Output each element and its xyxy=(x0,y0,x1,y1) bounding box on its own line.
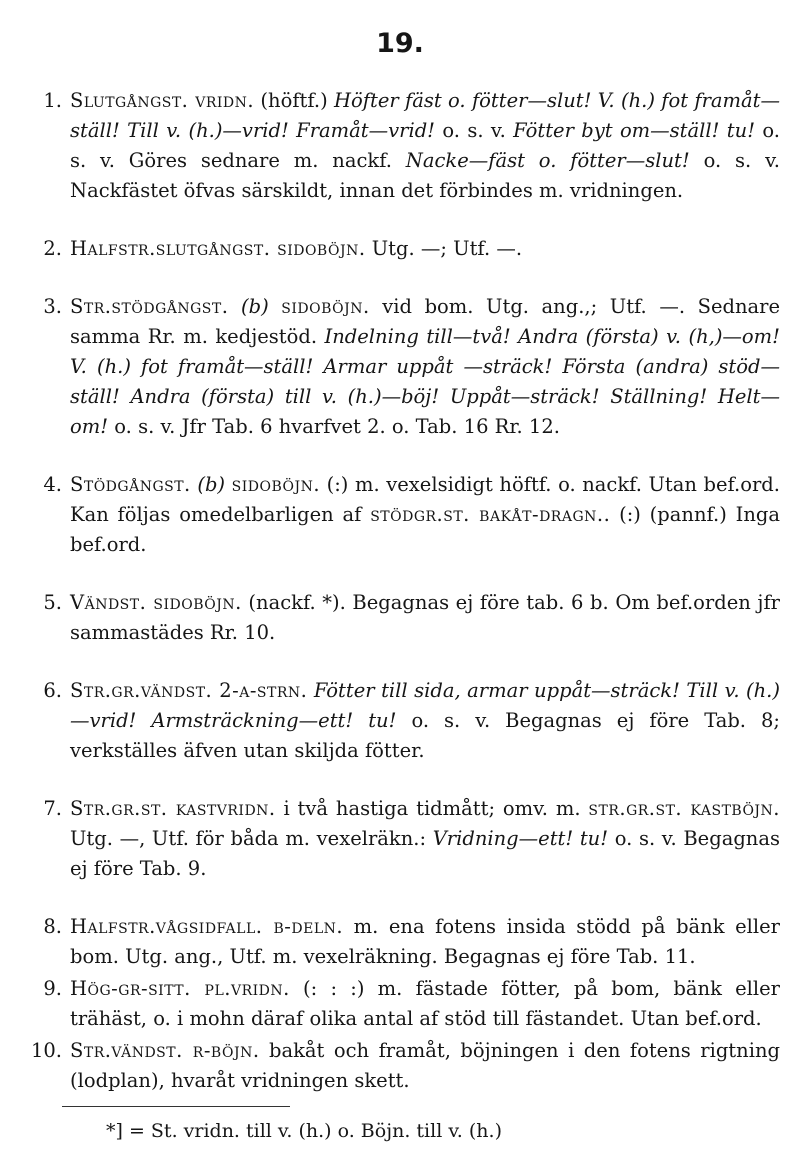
exercise-name: sidoböjn. xyxy=(231,473,321,496)
command-text: Nacke—fäst o. fötter—slut! xyxy=(405,149,690,172)
entry-number: 3. xyxy=(43,295,62,318)
entry-segment: Utg. —; Utf. —. xyxy=(365,237,523,260)
command-text: Vridning—ett! tu! xyxy=(432,827,609,850)
entry-6 xyxy=(28,676,780,766)
entry-text xyxy=(70,234,780,264)
exercise-name: Halfstr.slutgångst. sidoböjn. xyxy=(70,237,366,260)
entry-segment: i två hastiga tidmått; omv. m. xyxy=(275,797,589,820)
exercise-name: stödgr.st. bakåt-dragn.. xyxy=(370,503,611,526)
entry-text xyxy=(70,676,780,766)
entry-segment xyxy=(225,473,232,496)
exercise-name: Str.vändst. r-böjn. xyxy=(70,1039,260,1062)
entry-segment: o. s. v. Göres sednare m. nackf. xyxy=(70,119,780,172)
entry-segment xyxy=(269,295,282,318)
entry-text xyxy=(70,912,780,972)
exercise-name: Str.stödgångst. xyxy=(70,295,229,318)
exercise-name: str.gr.st. kastböjn. xyxy=(588,797,780,820)
entry-segment: vid bom. Utg. ang.,; Utf. —. Sednare samma Rr. m. kedjestöd. xyxy=(70,295,781,348)
exercise-name: Stödgångst. xyxy=(70,473,191,496)
entry-segment: o. s. v. xyxy=(435,119,514,142)
exercise-name: Slutgångst. vridn. xyxy=(70,89,255,112)
entry-number: 1. xyxy=(43,89,62,112)
entry-number: 9. xyxy=(43,977,62,1000)
footnote: *] = St. vridn. till v. (h.) o. Böjn. till v. (h.) xyxy=(106,1120,502,1142)
command-text: Indelning till—två! Andra (första) v. (h,)—om! V. (h.) fot framåt—ställ! Armar uppåt —sträck! Första (andra) stöd—ställ! Andra (första) till v. (h.)—böj! Uppåt—sträck! Ställning! Helt—om! xyxy=(70,325,780,438)
entry-text xyxy=(70,794,780,884)
entry-text xyxy=(70,292,780,442)
exercise-name: Halfstr.vågsidfall. b-deln. xyxy=(70,915,344,938)
entry-segment xyxy=(228,295,241,318)
entry-number: 6. xyxy=(43,679,62,702)
command-text: Höfter fäst o. fötter—slut! V. (h.) fot framåt—ställ! Till v. (h.)—vrid! Framåt—vrid! xyxy=(70,89,781,142)
entry-segment: o. s. v. Begagnas ej före Tab. 9. xyxy=(70,827,780,880)
entry-segment: o. s. v. Nackfästet öfvas särskildt, innan det förbindes m. vridningen. xyxy=(70,149,780,202)
entry-10 xyxy=(28,1036,780,1096)
entry-9 xyxy=(28,974,780,1034)
entry-segment: Utg. —, Utf. för båda m. vexelräkn.: xyxy=(70,827,433,850)
entry-5 xyxy=(28,588,780,648)
footnote-divider xyxy=(62,1106,290,1107)
entry-7 xyxy=(28,794,780,884)
entry-text xyxy=(70,974,780,1034)
exercise-name: Str.gr.vändst. 2-a-strn. xyxy=(70,679,308,702)
entry-segment: (: : :) m. fästade fötter, på bom, bänk eller trähäst, o. i mohn däraf olika antal af stöd till fästandet. Utan bef.ord. xyxy=(70,977,780,1030)
entry-2 xyxy=(28,234,780,264)
command-text: Fötter byt om—ställ! tu! xyxy=(513,119,756,142)
entry-number: 10. xyxy=(30,1039,62,1062)
entry-number: 7. xyxy=(43,797,62,820)
entry-number: 4. xyxy=(43,473,62,496)
entry-text xyxy=(70,86,780,206)
command-text: (b) xyxy=(197,473,226,496)
entry-number: 5. xyxy=(43,591,62,614)
command-text: (b) xyxy=(241,295,269,318)
entry-text xyxy=(70,588,780,648)
entry-segment: bakåt och framåt, böjningen i den fotens rigtning (lodplan), hvaråt vridningen skett. xyxy=(70,1039,780,1092)
entry-4 xyxy=(28,470,780,560)
entry-3 xyxy=(28,292,780,442)
entry-segment: (höftf.) xyxy=(254,89,335,112)
entry-segment: (:) (pannf.) Inga bef.ord. xyxy=(70,503,780,556)
entry-segment: (nackf. *). Begagnas ej före tab. 6 b. Om bef.orden jfr sammastädes Rr. 10. xyxy=(70,591,780,644)
exercise-name: Str.gr.st. kastvridn. xyxy=(70,797,276,820)
entry-segment: o. s. v. Begagnas ej före Tab. 8; verkställes äfven utan skiljda fötter. xyxy=(70,709,780,762)
entry-number: 8. xyxy=(43,915,62,938)
entry-segment: m. ena fotens insida stödd på bänk eller bom. Utg. ang., Utf. m. vexelräkning. Begagnas ej före Tab. 11. xyxy=(70,915,780,968)
entry-segment: (:) m. vexelsidigt höftf. o. nackf. Utan bef.ord. Kan följas omedelbarligen af xyxy=(70,473,780,526)
exercise-name: sidoböjn. xyxy=(281,295,370,318)
exercise-name: Vändst. sidoböjn. xyxy=(70,591,242,614)
exercise-name: Hög-gr-sitt. pl.vridn. xyxy=(70,977,290,1000)
command-text: Fötter till sida, armar uppåt—sträck! Till v. (h.)—vrid! Armsträckning—ett! tu! xyxy=(70,679,780,732)
entry-1 xyxy=(28,86,780,206)
entry-number: 2. xyxy=(43,237,62,260)
entry-segment: o. s. v. Jfr Tab. 6 hvarfvet 2. o. Tab. 16 Rr. 12. xyxy=(108,415,560,438)
entry-text xyxy=(70,470,780,560)
page-number: 19. xyxy=(376,28,424,59)
entry-8 xyxy=(28,912,780,972)
entry-text xyxy=(70,1036,780,1096)
